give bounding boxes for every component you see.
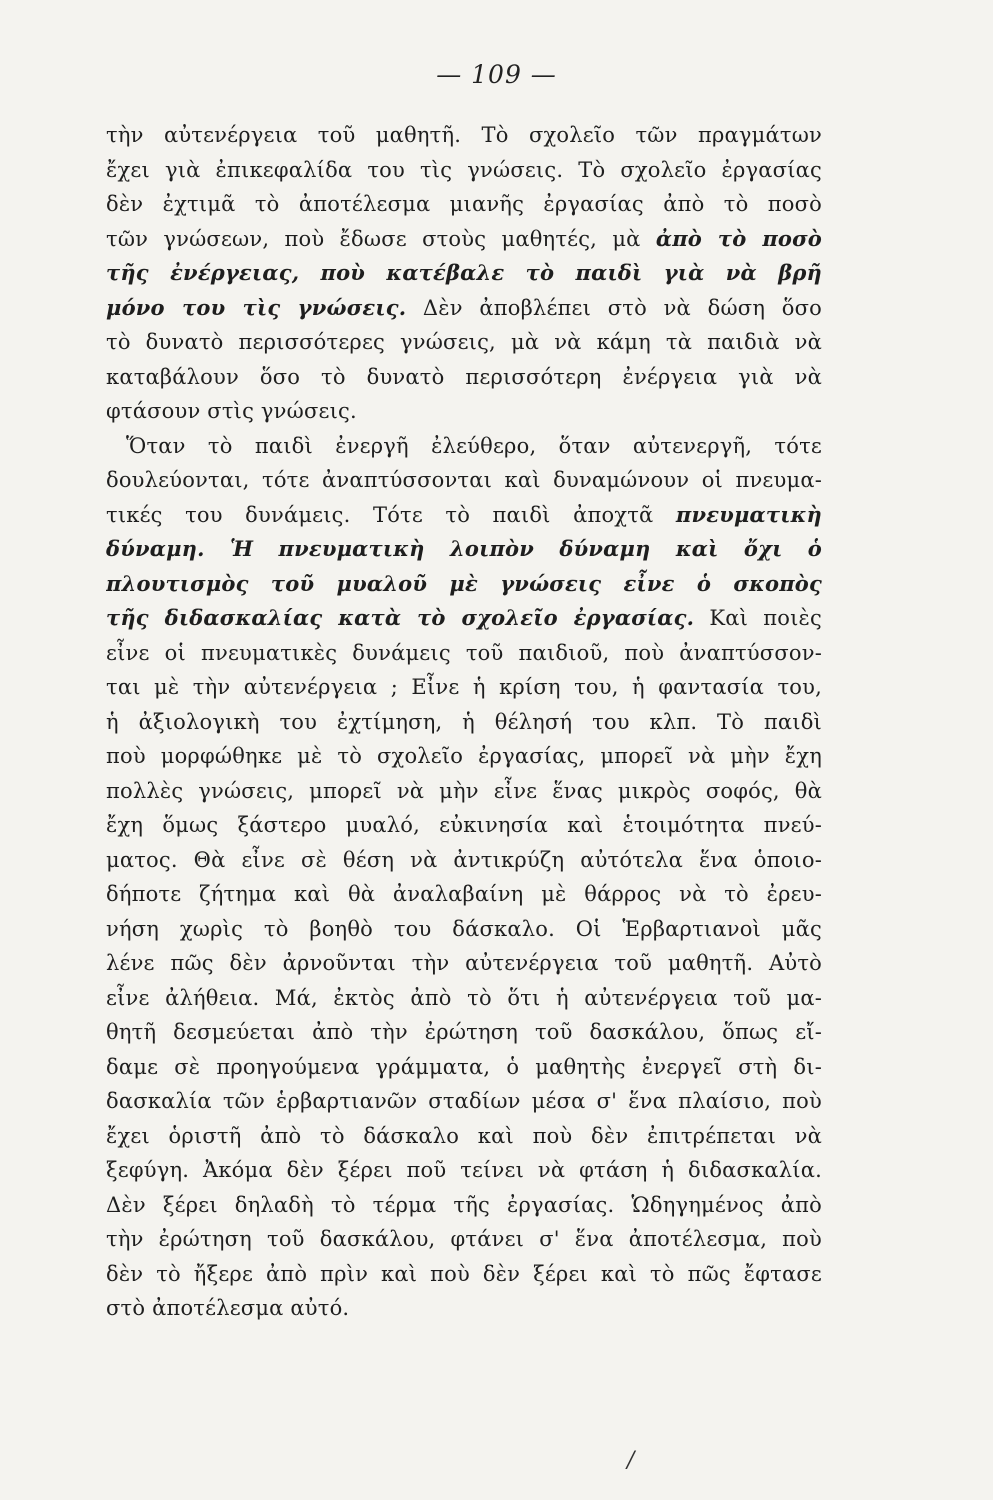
text-run: δήποτε ζήτημα καὶ θὰ ἀναλαβαίνη μὲ θάρρος νὰ τὸ ἐρευ- <box>106 882 822 906</box>
text-run: Ὅταν τὸ παιδὶ ἐνεργῆ ἐλεύθερο, ὅταν αὐτενεργῆ, τότε <box>126 433 822 458</box>
text-run: λένε πῶς δὲν ἀρνοῦνται τὴν αὐτενέργεια τοῦ μαθητῆ. Αὐτὸ <box>106 951 822 975</box>
text-line <box>106 360 822 395</box>
emphasized-text: τῆς διδασκαλίας κατὰ τὸ σχολεῖο ἐργασίας. <box>106 605 695 630</box>
text-run: Καὶ ποιὲς <box>694 606 822 630</box>
emphasized-text: πλουτισμὸς τοῦ μυαλοῦ μὲ γνώσεις εἶνε ὁ σκοπὸς <box>106 570 822 596</box>
text-run: καταβάλουν ὅσο τὸ δυνατὸ περισσότερη ἐνέργεια γιὰ νὰ <box>106 364 822 389</box>
stray-pen-mark: / <box>627 1448 635 1473</box>
text-run: φτάσουν στὶς γνώσεις. <box>106 399 357 423</box>
text-line <box>106 532 822 567</box>
text-line <box>106 1153 822 1188</box>
emphasized-text: ἀπὸ τὸ ποσὸ <box>655 225 822 251</box>
text-run: στὸ ἀποτέλεσμα αὐτό. <box>106 1296 350 1320</box>
text-line <box>106 256 822 291</box>
text-line <box>106 1050 822 1085</box>
emphasized-text: πνευματικὴ <box>675 501 822 527</box>
page-number: — 109 — <box>436 60 557 89</box>
text-line <box>106 636 822 671</box>
text-line <box>106 118 822 153</box>
text-run: δὲν ἐχτιμᾶ τὸ ἀποτέλεσμα μιανῆς ἐργασίας ἀπὸ τὸ ποσὸ <box>106 192 822 216</box>
text-run: ξεφύγη. Ἀκόμα δὲν ξέρει ποῦ τείνει νὰ φτάση ἡ διδασκαλία. <box>106 1158 822 1182</box>
emphasized-text: μόνο του τὶς γνώσεις. <box>106 294 407 320</box>
text-run: δὲν τὸ ἤξερε ἀπὸ πρὶν καὶ ποὺ δὲν ξέρει καὶ τὸ πῶς ἔφτασε <box>106 1261 822 1286</box>
text-line <box>106 429 822 464</box>
text-run: τικές του δυνάμεις. Τότε τὸ παιδὶ ἀποχτᾶ <box>106 502 676 527</box>
text-run: τὴν αὐτενέργεια τοῦ μαθητῆ. Τὸ σχολεῖο τῶν πραγμάτων <box>106 123 822 147</box>
text-line <box>106 463 822 498</box>
text-line <box>106 153 822 188</box>
text-run: εἶνε οἱ πνευματικὲς δυνάμεις τοῦ παιδιοῦ, ποὺ ἀναπτύσσον- <box>106 640 822 665</box>
text-line <box>106 1084 822 1119</box>
text-run: τὸ δυνατὸ περισσότερες γνώσεις, μὰ νὰ κάμη τὰ παιδιὰ νὰ <box>106 330 822 354</box>
text-run: θητῆ δεσμεύεται ἀπὸ τὴν ἐρώτηση τοῦ δασκάλου, ὅπως εἴ- <box>106 1020 822 1044</box>
text-line <box>106 1119 822 1154</box>
text-line <box>106 981 822 1016</box>
text-line <box>106 1188 822 1223</box>
emphasized-text: τῆς ἐνέργειας, ποὺ κατέβαλε τὸ παιδὶ γιὰ νὰ βρῆ <box>106 260 822 285</box>
text-line <box>106 946 822 981</box>
text-line <box>106 394 822 429</box>
text-line <box>106 498 822 533</box>
text-run: τῶν γνώσεων, ποὺ ἔδωσε στοὺς μαθητές, μὰ <box>106 226 656 251</box>
text-run: ται μὲ τὴν αὐτενέργεια ; Εἶνε ἡ κρίση του, ἡ φαντασία του, <box>106 675 822 699</box>
text-line <box>106 187 822 222</box>
text-run: ἡ ἀξιολογικὴ του ἐχτίμηση, ἡ θέλησή του κλπ. Τὸ παιδὶ <box>106 709 822 734</box>
text-run: πολλὲς γνώσεις, μπορεῖ νὰ μὴν εἶνε ἕνας μικρὸς σοφός, θὰ <box>106 778 822 803</box>
text-line <box>106 739 822 774</box>
text-run: δασκαλία τῶν ἑρβαρτιανῶν σταδίων μέσα σ' ἕνα πλαίσιο, ποὺ <box>106 1089 822 1113</box>
text-run: δουλεύονται, τότε ἀναπτύσσονται καὶ δυναμώνουν οἱ πνευμα- <box>106 468 822 492</box>
text-line <box>106 912 822 947</box>
text-run: δαμε σὲ προηγούμενα γράμματα, ὁ μαθητὴς ἐνεργεῖ στὴ δι- <box>106 1054 822 1079</box>
text-run: ποὺ μορφώθηκε μὲ τὸ σχολεῖο ἐργασίας, μπορεῖ νὰ μὴν ἔχη <box>106 744 822 768</box>
text-line <box>106 670 822 705</box>
body-text <box>106 118 822 1326</box>
text-line <box>106 774 822 809</box>
text-run: Δὲν ξέρει δηλαδὴ τὸ τέρμα τῆς ἐργασίας. Ὡδηγημένος ἀπὸ <box>106 1192 822 1217</box>
text-run: νήση χωρὶς τὸ βοηθὸ του δάσκαλο. Οἱ Ἑρβαρτιανοὶ μᾶς <box>106 916 822 941</box>
text-line <box>106 291 822 326</box>
text-run: Δὲν ἀποβλέπει στὸ νὰ δώση ὅσο <box>406 295 822 320</box>
text-line <box>106 1222 822 1257</box>
text-run: ἔχει γιὰ ἐπικεφαλίδα του τὶς γνώσεις. Τὸ σχολεῖο ἐργασίας <box>106 157 822 182</box>
text-line <box>106 325 822 360</box>
text-run: τὴν ἐρώτηση τοῦ δασκάλου, φτάνει σ' ἕνα ἀποτέλεσμα, ποὺ <box>106 1227 822 1251</box>
text-line <box>106 1257 822 1292</box>
text-run: εἶνε ἀλήθεια. Μά, ἐκτὸς ἀπὸ τὸ ὅτι ἡ αὐτενέργεια τοῦ μα- <box>106 985 822 1010</box>
text-line <box>106 705 822 740</box>
text-line <box>106 222 822 257</box>
text-line <box>106 567 822 602</box>
text-run: ἔχει ὁριστῆ ἀπὸ τὸ δάσκαλο καὶ ποὺ δὲν ἐπιτρέπεται νὰ <box>106 1123 822 1148</box>
text-run: ματος. Θὰ εἶνε σὲ θέση νὰ ἀντικρύζη αὐτότελα ἕνα ὁποιο- <box>106 847 822 872</box>
text-line <box>106 877 822 912</box>
text-line <box>106 601 822 636</box>
text-line <box>106 843 822 878</box>
emphasized-text: δύναμη. Ἡ πνευματικὴ λοιπὸν δύναμη καὶ ὄχι ὁ <box>106 536 822 561</box>
text-line <box>106 1291 822 1326</box>
text-line <box>106 1015 822 1050</box>
text-line <box>106 808 822 843</box>
text-run: ἔχη ὅμως ξάστερο μυαλό, εὐκινησία καὶ ἑτοιμότητα πνεύ- <box>106 813 822 837</box>
